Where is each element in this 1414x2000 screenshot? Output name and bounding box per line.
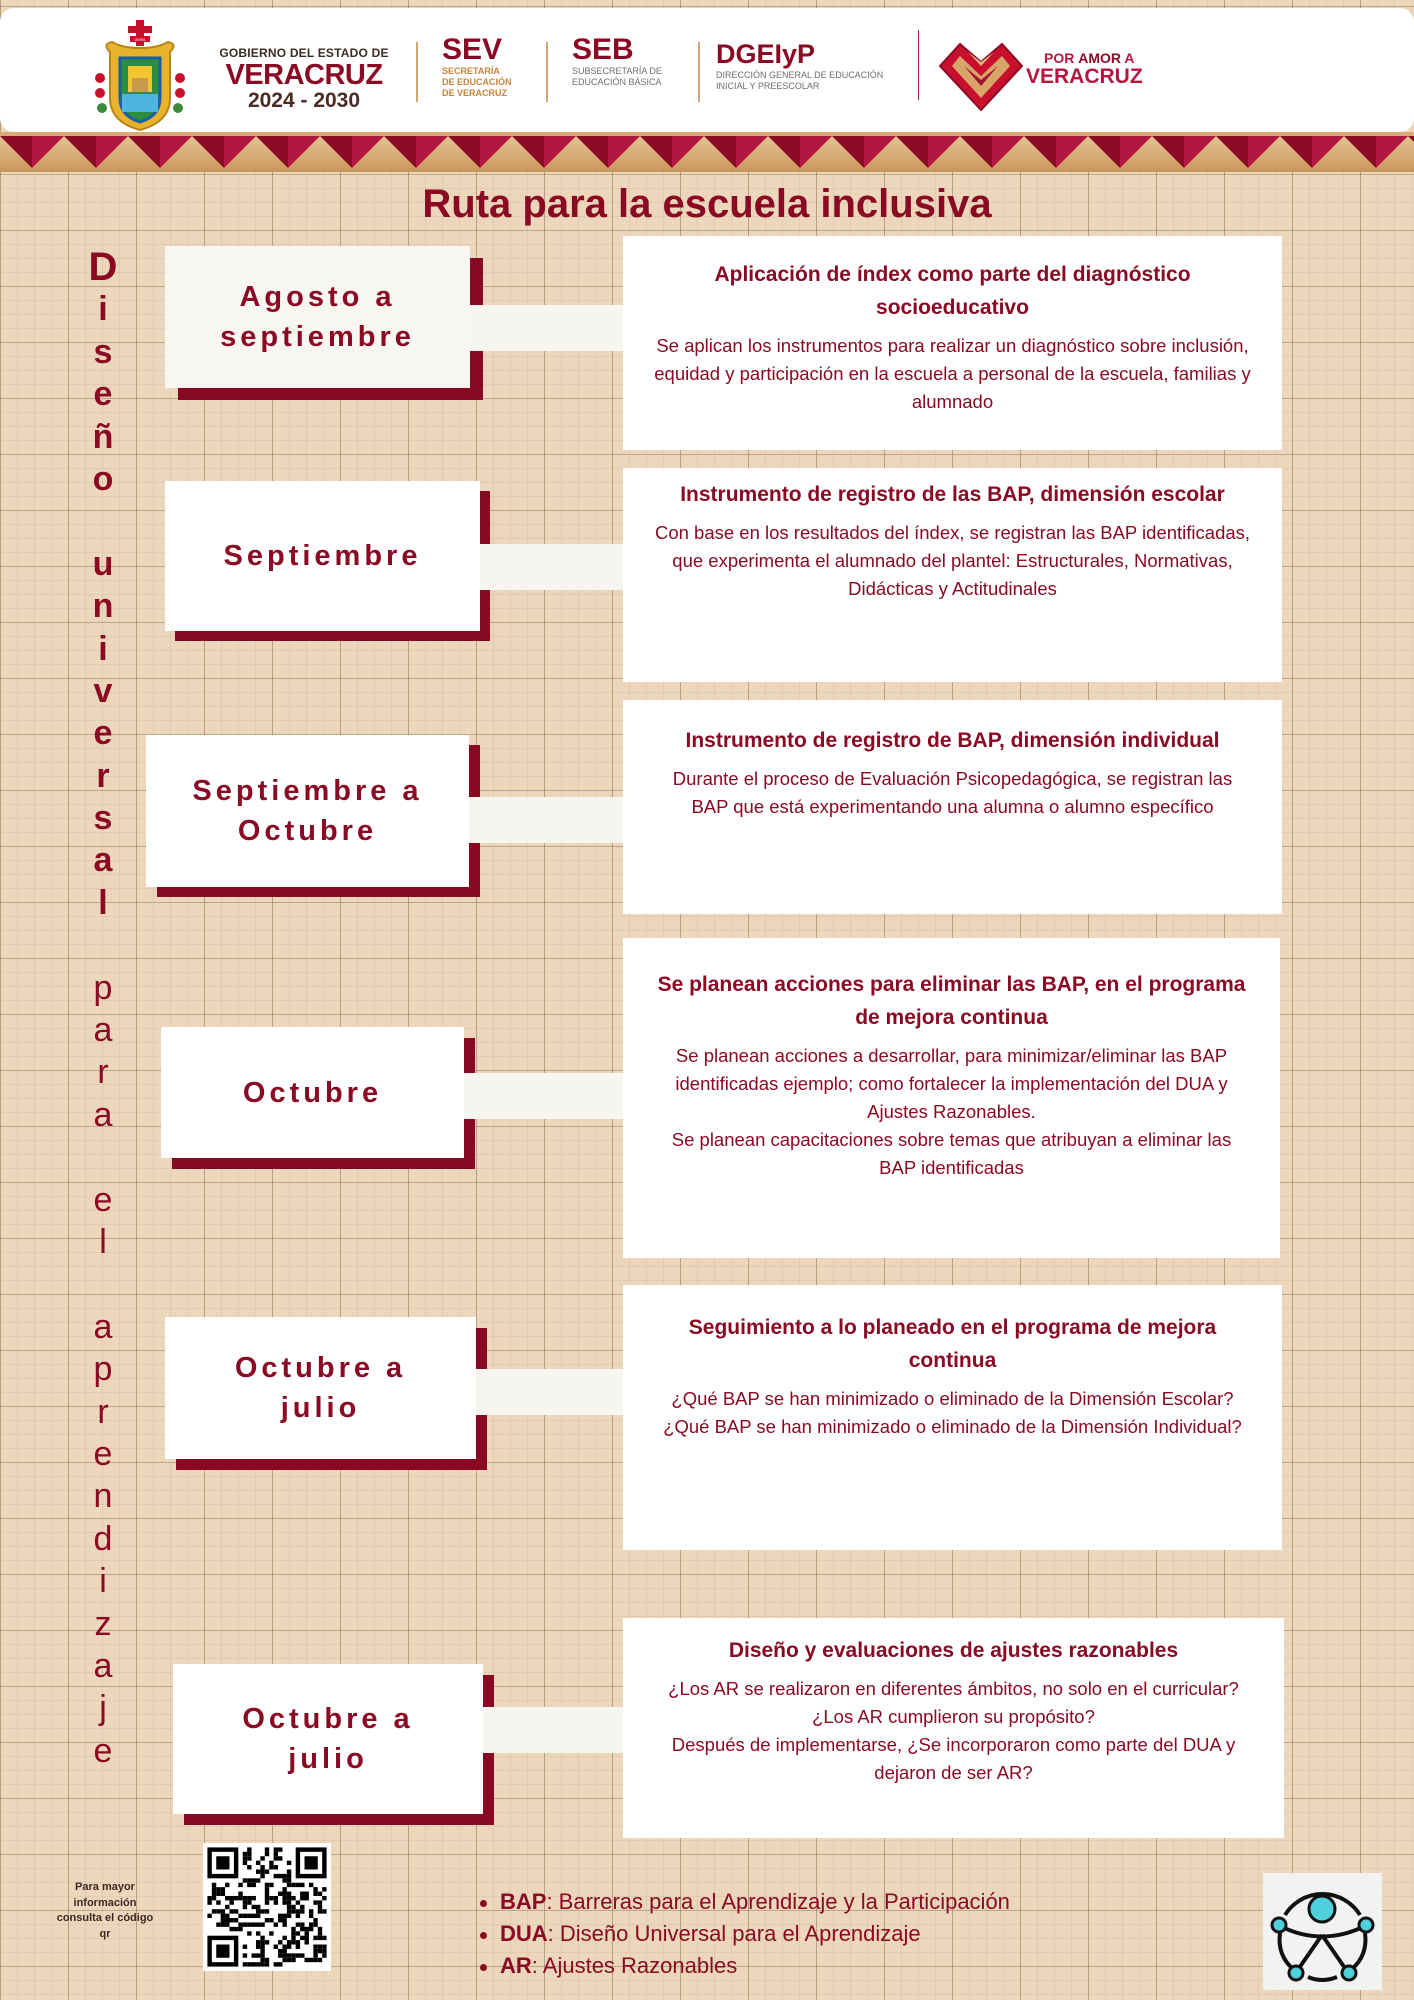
- svg-text:VERA: VERA: [134, 37, 146, 42]
- vertical-letter: a: [93, 1307, 113, 1346]
- step-description: ¿Los AR se realizaron en diferentes ámbitos, no solo en el curricular? ¿Los AR cumplieron su propósito? Después de implementarse, ¿Se incorporaron como parte del DUA y dejaron de ser AR?: [668, 1678, 1239, 1783]
- step-description: Con base en los resultados del índex, se registran las BAP identificadas, que experimenta el alumnado del plantel: Estructurales, Normativas, Didácticas y Actitudinales: [654, 522, 1251, 599]
- vertical-letter: D: [88, 245, 118, 289]
- seb-line1: SUBSECRETARÍA DE: [572, 66, 662, 76]
- vertical-letter: v: [93, 671, 113, 710]
- header-banner: [0, 8, 1414, 132]
- divider: [546, 42, 548, 102]
- connector-bar: [470, 305, 623, 351]
- vertical-letter: r: [97, 1053, 109, 1092]
- divider: [416, 42, 418, 102]
- sev-line3: DE VERACRUZ: [442, 88, 508, 98]
- month-box: [165, 1317, 476, 1459]
- month-label: Octubre a julio: [242, 1703, 414, 1775]
- legend-abbr: BAP: [500, 1889, 547, 1914]
- legend-item-ar: [480, 1950, 1010, 1982]
- gobierno-veracruz-logo: [212, 46, 396, 112]
- divider: [698, 42, 700, 102]
- more-info-text: Para mayor información consulta el código qr: [56, 1881, 154, 1940]
- vertical-letter: s: [93, 332, 113, 371]
- abbreviation-legend: [480, 1886, 1010, 1982]
- legend-text: : Ajustes Razonables: [531, 1953, 738, 1978]
- month-label: Agosto a septiembre: [220, 281, 415, 353]
- vertical-letter: p: [93, 1350, 113, 1389]
- step-description: Se planean acciones a desarrollar, para minimizar/eliminar las BAP identificadas ejemplo; como fortalecer la implementación del DUA y Ajustes Razonables. Se planean capacitaciones sobre temas que atribuyan a eliminar las BAP identificadas: [671, 1045, 1232, 1178]
- sev-line2: DE EDUCACIÓN: [442, 77, 512, 87]
- connector-bar: [483, 1707, 623, 1753]
- dgeiyp-acronym: DGEIyP: [716, 39, 816, 69]
- vertical-letter: r: [96, 756, 110, 795]
- vertical-letter: ñ: [92, 417, 114, 456]
- month-label: Septiembre: [223, 540, 422, 572]
- vertical-letter: e: [93, 1434, 113, 1473]
- vertical-letter: n: [93, 1477, 113, 1516]
- vertical-letter: a: [93, 841, 113, 880]
- seb-logo: [572, 34, 662, 88]
- month-label: Octubre a julio: [234, 1352, 407, 1424]
- vertical-letter: e: [93, 714, 113, 753]
- connector-bar: [469, 797, 623, 843]
- vertical-letter: d: [93, 1519, 113, 1558]
- step-heading: Se planean acciones para eliminar las BAP, en el programa de mejora continua: [657, 973, 1246, 1029]
- month-label: Octubre: [242, 1076, 383, 1109]
- step-heading: Instrumento de registro de las BAP, dimensión escolar: [680, 483, 1225, 506]
- divider: [918, 30, 919, 100]
- decorative-zigzag-band: [0, 132, 1414, 172]
- step-card: [623, 938, 1280, 1258]
- step-card: [623, 700, 1282, 914]
- vertical-letter: j: [99, 1689, 107, 1728]
- universal-access-icon: [1263, 1873, 1382, 1990]
- step-heading: Diseño y evaluaciones de ajustes razonables: [728, 1639, 1179, 1662]
- slogan-a: A: [1121, 50, 1135, 66]
- legend-abbr: DUA: [500, 1921, 548, 1946]
- legend-text: : Barreras para el Aprendizaje y la Participación: [546, 1889, 1010, 1914]
- vertical-letter: a: [93, 1646, 113, 1685]
- vertical-letter: l: [98, 883, 108, 922]
- por-amor-heart-icon: [938, 36, 1024, 112]
- por-amor-a-veracruz-logo: [1026, 50, 1143, 88]
- dgeiyp-line2: INICIAL Y PREESCOLAR: [716, 81, 820, 91]
- month-box: [146, 735, 469, 887]
- dgeiyp-line1: DIRECCIÓN GENERAL DE EDUCACIÓN: [716, 70, 884, 80]
- month-box: [165, 246, 470, 388]
- step-card: [623, 468, 1282, 682]
- gobierno-line1: GOBIERNO DEL ESTADO DE: [219, 46, 389, 60]
- step-heading: Aplicación de índex como parte del diagnóstico socioeducativo: [714, 263, 1191, 319]
- vertical-heading: [78, 246, 128, 1772]
- gobierno-line2: VERACRUZ: [225, 59, 383, 91]
- vertical-letter: l: [99, 1222, 107, 1261]
- step-heading: Seguimiento a lo planeado en el programa de mejora continua: [688, 1316, 1217, 1372]
- vertical-letter: e: [93, 1731, 113, 1770]
- legend-item-dua: [480, 1918, 1010, 1950]
- vertical-letter: r: [97, 1392, 109, 1431]
- legend-item-bap: [480, 1886, 1010, 1918]
- step-card: [623, 236, 1282, 450]
- vertical-letter: i: [98, 290, 108, 329]
- slogan-veracruz: VERACRUZ: [1026, 65, 1143, 88]
- page-title: Ruta para la escuela inclusiva: [422, 182, 992, 226]
- step-heading: Instrumento de registro de BAP, dimensión individual: [685, 729, 1220, 752]
- step-card: [623, 1618, 1284, 1838]
- sev-line1: SECRETARÍA: [442, 66, 500, 76]
- connector-bar: [476, 1369, 623, 1415]
- vertical-letter: z: [94, 1604, 112, 1643]
- vertical-letter: i: [98, 629, 108, 668]
- vertical-letter: e: [93, 1180, 113, 1219]
- vertical-letter: u: [92, 544, 114, 583]
- legend-abbr: AR: [500, 1953, 532, 1978]
- vertical-letter: n: [92, 587, 114, 626]
- step-card: [623, 1285, 1282, 1550]
- vertical-letter: s: [93, 799, 113, 838]
- slogan-amor: AMOR: [1078, 50, 1122, 66]
- gobierno-period: 2024 - 2030: [247, 89, 361, 112]
- month-box: [165, 481, 480, 631]
- slogan-por: POR: [1044, 50, 1079, 66]
- vertical-letter: p: [93, 968, 113, 1007]
- qr-code[interactable]: [203, 1843, 331, 1971]
- vertical-letter: a: [93, 1011, 113, 1050]
- month-box: [161, 1027, 464, 1158]
- vertical-letter: i: [99, 1562, 107, 1601]
- sev-logo: [442, 34, 512, 99]
- legend-text: : Diseño Universal para el Aprendizaje: [547, 1921, 921, 1946]
- seb-line2: EDUCACIÓN BÁSICA: [572, 77, 662, 87]
- connector-bar: [480, 544, 623, 590]
- vertical-letter: a: [93, 1095, 113, 1134]
- step-description: Durante el proceso de Evaluación Psicopedagógica, se registran las BAP que está experimentando una alumna o alumno específico: [672, 768, 1233, 817]
- vertical-letter: e: [93, 375, 113, 414]
- veracruz-coat-of-arms-icon: [92, 18, 188, 136]
- month-box: [173, 1664, 483, 1814]
- step-description: Se aplican los instrumentos para realizar un diagnóstico sobre inclusión, equidad y participación en la escuela a personal de la escuela, familias y alumnado: [654, 335, 1251, 412]
- dgeiyp-logo: [716, 38, 883, 92]
- step-description: ¿Qué BAP se han minimizado o eliminado de la Dimensión Escolar? ¿Qué BAP se han minimizado o eliminado de la Dimensión Individual?: [663, 1388, 1242, 1437]
- connector-bar: [464, 1073, 623, 1119]
- sev-acronym: SEV: [442, 33, 503, 66]
- vertical-letter: o: [92, 459, 114, 498]
- month-label: Septiembre a Octubre: [192, 775, 423, 847]
- seb-acronym: SEB: [572, 33, 634, 66]
